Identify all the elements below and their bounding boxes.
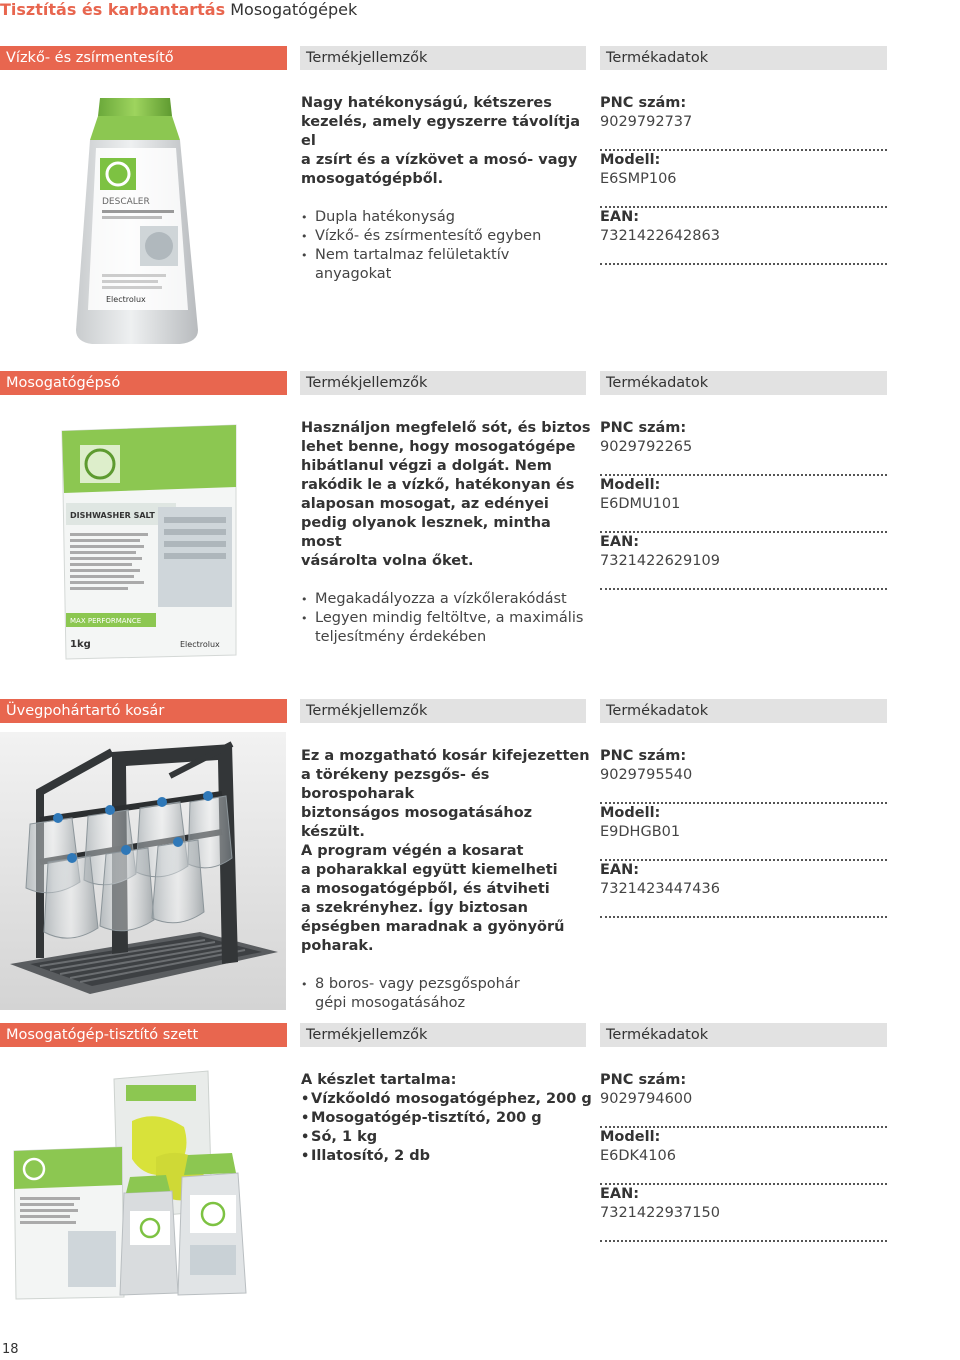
ean-value: 7321423447436 [600,881,720,897]
lead-line: poharak. [301,938,374,954]
feature-list [301,590,593,647]
pnc-item [600,1071,887,1128]
product-data-block [600,1071,887,1242]
pnc-label: PNC szám: [600,748,687,764]
features-header: Termékjellemzők [300,371,586,395]
ean-value: 7321422642863 [600,228,720,244]
product-name: Vízkő- és zsírmentesítő [0,46,287,70]
ean-label: EAN: [600,534,640,550]
lead-line: a mosogatógépből, és átviheti [301,881,550,897]
lead-line: lehet benne, hogy mosogatógépe [301,439,576,455]
ean-item [600,208,887,265]
lead-line: a poharakkal együtt kiemelheti [301,862,558,878]
bottle-brand-text: Electrolux [106,295,146,304]
model-item [600,804,887,861]
feature-list [301,975,593,1013]
pnc-item [600,419,887,476]
lead-line: vásárolta volna őket. [301,553,474,569]
model-item [600,151,887,208]
product-data-block [600,419,887,590]
features-block [301,94,593,284]
data-header: Termékadatok [600,1023,887,1047]
pnc-value: 9029792737 [600,114,693,130]
lead-line: rakódik le a vízkő, hatékonyan és [301,477,575,493]
product-name: Üvegpohártartó kosár [0,699,287,723]
list-item: • Vízkő- és zsírmentesítő egyben [301,227,593,246]
feature-list [301,208,593,284]
product-section-glass-basket [0,699,960,1011]
model-value: E6DK4106 [600,1148,676,1164]
list-item: • 8 boros- vagy pezsgőspohár gépi mosogatásához [301,975,593,1013]
pnc-value: 9029794600 [600,1091,693,1107]
lead-line: Ez a mozgatható kosár kifejezetten [301,748,590,764]
lead-line: mosogatógépből. [301,171,444,187]
kit-contents-list [301,1090,593,1166]
features-block [301,1071,593,1166]
product-section-cleaning-kit [0,1023,960,1313]
lead-line: A készlet tartalma: [301,1072,457,1088]
product-section-descaler [0,46,960,346]
product-name: Mosogatógép-tisztító szett [0,1023,287,1047]
pnc-item [600,747,887,804]
lead-line: A program végén a kosarat [301,843,524,859]
features-header: Termékjellemzők [300,699,586,723]
pnc-label: PNC szám: [600,420,687,436]
lead-text [301,419,593,571]
descaler-bottle-image [30,80,260,360]
lead-text [301,747,593,956]
model-label: Modell: [600,805,661,821]
lead-line: Nagy hatékonyságú, kétszeres [301,95,552,111]
box-brand-text: Electrolux [180,640,220,649]
lead-line: alaposan mosogat, az edényei [301,496,549,512]
lead-line: biztonságos mosogatásához készült. [301,805,533,840]
lead-line: hibátlanul végzi a dolgát. Nem [301,458,552,474]
pnc-value: 9029792265 [600,439,693,455]
list-item: • Dupla hatékonyság [301,208,593,227]
product-data-block [600,94,887,265]
ean-item [600,533,887,590]
product-data-block [600,747,887,918]
lead-text [301,1071,593,1090]
ean-label: EAN: [600,862,640,878]
lead-line: épségben maradnak a gyönyörű [301,919,565,935]
ean-value: 7321422937150 [600,1205,720,1221]
category-title: Tisztítás és karbantartás [0,0,226,19]
list-item: • Legyen mindig feltöltve, a maximális teljesítmény érdekében [301,609,593,647]
list-item: • Vízkőoldó mosogatógéphez, 200 g [301,1090,593,1109]
list-item: • Megakadályozza a vízkőlerakódást [301,590,593,609]
model-item [600,476,887,533]
lead-line: a szekrényhez. Így biztosan [301,900,528,916]
data-header: Termékadatok [600,46,887,70]
lead-text [301,94,593,189]
model-value: E6SMP106 [600,171,677,187]
page-header [0,0,960,22]
features-header: Termékjellemzők [300,1023,586,1047]
ean-label: EAN: [600,209,640,225]
model-label: Modell: [600,477,661,493]
lead-line: Használjon megfelelő sót, és biztos [301,420,591,436]
pnc-label: PNC szám: [600,1072,687,1088]
glass-basket-image [0,732,286,1010]
pnc-label: PNC szám: [600,95,687,111]
cleaning-kit-image [6,1061,276,1301]
box-title-text: DISHWASHER SALT [70,511,155,520]
lead-line: kezelés, amely egyszerre távolítja el [301,114,581,149]
bottle-label-text: DESCALER [102,197,150,207]
model-label: Modell: [600,152,661,168]
pnc-item [600,94,887,151]
lead-line: a törékeny pezsgős- és borospoharak [301,767,490,802]
features-header: Termékjellemzők [300,46,586,70]
model-value: E6DMU101 [600,496,681,512]
product-name: Mosogatógépsó [0,371,287,395]
subcategory-title: Mosogatógépek [230,0,358,19]
list-item: • Só, 1 kg [301,1128,593,1147]
salt-box-image [40,417,260,667]
box-weight-text: 1kg [70,639,91,650]
pnc-value: 9029795540 [600,767,693,783]
model-value: E9DHGB01 [600,824,681,840]
ean-value: 7321422629109 [600,553,720,569]
model-item [600,1128,887,1185]
ean-label: EAN: [600,1186,640,1202]
ean-item [600,861,887,918]
features-block [301,747,593,1013]
product-section-salt [0,371,960,671]
features-block [301,419,593,647]
box-sub-text: MAX PERFORMANCE [70,617,142,625]
lead-line: pedig olyanok lesznek, mintha most [301,515,551,550]
list-item: • Nem tartalmaz felületaktív anyagokat [301,246,593,284]
list-item: • Illatosító, 2 db [301,1147,593,1166]
list-item: • Mosogatógép-tisztító, 200 g [301,1109,593,1128]
ean-item [600,1185,887,1242]
lead-line: a zsírt és a vízkövet a mosó- vagy [301,152,578,168]
model-label: Modell: [600,1129,661,1145]
data-header: Termékadatok [600,371,887,395]
data-header: Termékadatok [600,699,887,723]
page-number: 18 [2,1342,19,1357]
